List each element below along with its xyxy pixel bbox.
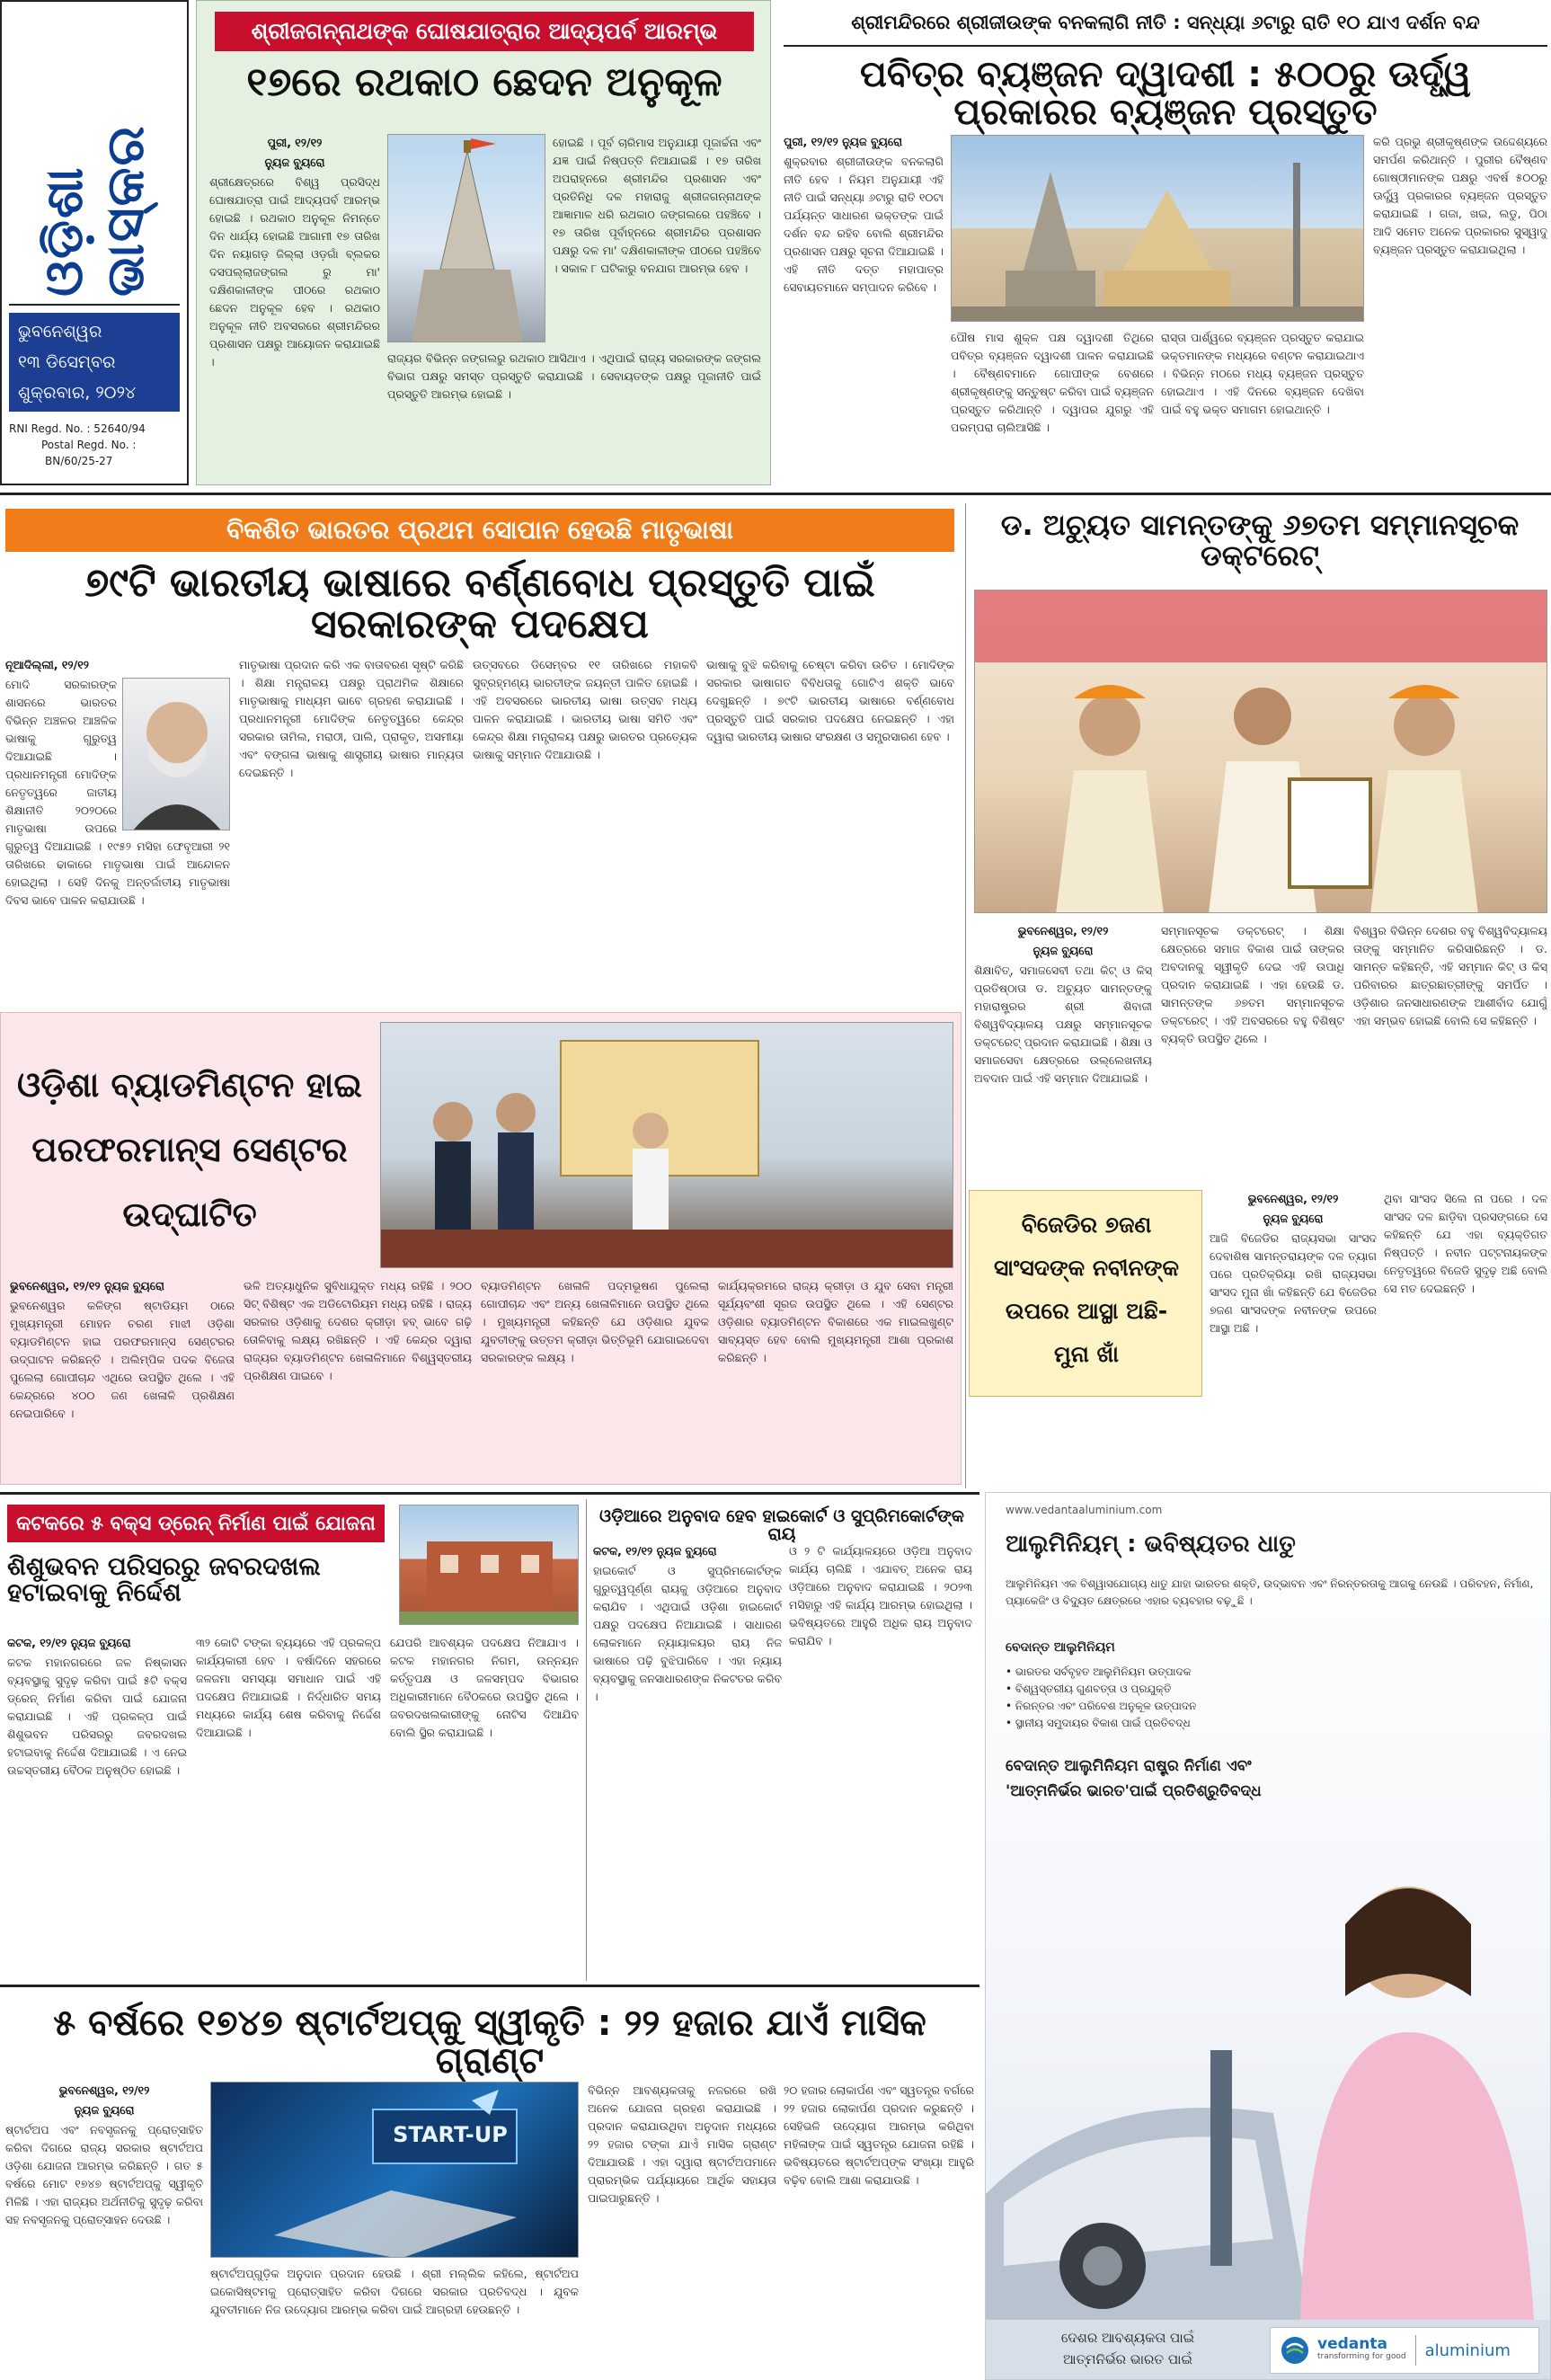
story2-col3: ରାସ୍ତା ପାର୍ଶ୍ୱରେ ବ୍ୟଞ୍ଜନ ପ୍ରସ୍ତୁତ କରାଯାଇ ଭକ୍ତମାନଙ୍କ ମଧ୍ୟରେ ବଣ୍ଟନ କରାଯାଇଥାଏ । ବିଭିନ୍ନ ମଠରେ ମଧ୍ୟ ବ୍ୟଞ୍ଜନ ପ୍ରସ୍ତୁତ ହୋଇଥାଏ । ଏହି ଦିନରେ ବ୍ୟଞ୍ଜନ ଦେଖିବା ପାଇଁ ବହୁ ଭକ୍ତ ସମାଗମ ହୋଇଥାନ୍ତି । <box>1161 331 1364 416</box>
story7-col3: ଯେପରି ଆବଶ୍ୟକ ପଦକ୍ଷେପ ନିଆଯାଏ । କଟକ ମହାନଗର ନିଗମ, ଉନ୍ନୟନ କର୍ତ୍ତୃପକ୍ଷ ଓ ଜଳସମ୍ପଦ ବିଭାଗର ଅଧିକାରୀମାନେ ବୈଠକରେ ଉପସ୍ଥିତ ଥିଲେ । ଜବରଦଖଲକାରୀଙ୍କୁ ନୋଟିସ ଦିଆଯିବ ବୋଲି ସ୍ଥିର କରାଯାଇଛି । <box>390 1636 579 1739</box>
story3-modi-photo <box>122 678 230 830</box>
story1-col1 <box>209 134 380 481</box>
ad-bullet-1: • ଭାରତର ସର୍ବବୃହତ ଆଲୁମିନିୟମ ଉତ୍ପାଦକ <box>1006 1665 1192 1678</box>
ad-brand: vedanta <box>1317 2335 1387 2353</box>
story1-col3: ରାଜ୍ୟର ବିଭିନ୍ନ ଜଙ୍ଗଲରୁ ରଥକାଠ ଆସିଥାଏ । ଏଥିପାଇଁ ରାଜ୍ୟ ସରକାରଙ୍କ ଜଙ୍ଗଲ ବିଭାଗ ପକ୍ଷରୁ ସମସ୍ତ ପ୍ରସ୍ତୁତି କରାଯାଇଛି । ସେବାୟତଙ୍କ ପକ୍ଷରୁ ପୂଜାନୀତି ପାଇଁ ପ୍ରସ୍ତୁତି ଆରମ୍ଭ ହୋଇଛି । <box>387 351 761 401</box>
story9-startup-photo <box>210 2082 579 2258</box>
story5-text1: ଭୁବନେଶ୍ୱର କଳିଙ୍ଗ ଷ୍ଟାଡିୟମ ଠାରେ ମୁଖ୍ୟମନ୍ତ୍ରୀ ମୋହନ ଚରଣ ମାଝୀ ଓଡ଼ିଶା ବ୍ୟାଡମିଣ୍ଟନ ହାଇ ପରଫରମାନ୍ସ ସେଣ୍ଟରର ଉଦ୍‌ଘାଟନ କରିଛନ୍ତି । ଅଲିମ୍ପିକ ପଦକ ବିଜେତା ପୁଲେଲା ଗୋପୀଚାନ୍ଦ ଏଥିରେ ଉପସ୍ଥିତ ଥିଲେ । ଏହି କେନ୍ଦ୍ରରେ ୪୦୦ ଜଣ ଖେଳାଳି ପ୍ରଶିକ୍ଷଣ ନେଇପାରିବେ । <box>10 1299 235 1420</box>
story1-headline: ୧୭ରେ ରଥକାଠ ଛେଦନ ଅନୁକୂଳ <box>246 59 722 105</box>
temple-illustration <box>388 135 545 342</box>
story-bjd <box>969 1190 1202 1397</box>
story6-headline-line2: ସାଂସଦଙ୍କ ନବୀନଙ୍କ <box>994 1255 1179 1281</box>
ad-subtitle: ବେଦାନ୍ତ ଆଲୁମିନିୟମ <box>1006 1640 1115 1655</box>
story3-col4: ଭାଷାକୁ ବୁଝି କରିବାକୁ ଚେଷ୍ଟା କରିବା ଉଚିତ । ମୋଦିଙ୍କ ସରକାର ଭାଷାଗତ ବିବିଧତାକୁ ଗୋଟିଏ ଶକ୍ତି ଭାବେ ଦେଖୁଛନ୍ତି । ୭୯ଟି ଭାରତୀୟ ଭାଷାରେ ବର୍ଣ୍ଣବୋଧ ପ୍ରସ୍ତୁତି ପାଇଁ ସରକାର ପଦକ୍ଷେପ ନେଇଛନ୍ତି । ଏହା ଦ୍ୱାରା ଭାରତୀୟ ଭାଷାର ସଂରକ୍ଷଣ ଓ ସମ୍ପ୍ରସାରଣ ହେବ । <box>706 658 954 743</box>
story9-col2: ଷ୍ଟାର୍ଟଅପ୍‌ଗୁଡ଼ିକ ଅନୁଦାନ ପ୍ରଦାନ ହେଉଛି । ଶ୍ରୀ ମଲ୍ଲିକ କହିଲେ, ଷ୍ଟାର୍ଟଅପ ଇକୋସିଷ୍ଟମକୁ ପ୍ରୋତ୍ସାହିତ କରିବା ଦିଗରେ ସରକାର ପ୍ରତିବଦ୍ଧ । ଯୁବକ ଯୁବତୀମାନେ ନିଜ ଉଦ୍ୟୋଗ ଆରମ୍ଭ କରିବା ପାଇଁ ଆଗ୍ରହୀ ହେଉଛନ୍ତି । <box>210 2267 579 2316</box>
story3-col2: ମାତୃଭାଷା ପ୍ରଦାନ କରି ଏକ ବାତାବରଣ ସୃଷ୍ଟି କରିଛି । ଶିକ୍ଷା ମନ୍ତ୍ରାଳୟ ପକ୍ଷରୁ ପ୍ରାଥମିକ ଶିକ୍ଷାରେ ମାତୃଭାଷାକୁ ମାଧ୍ୟମ ଭାବେ ଗ୍ରହଣ କରାଯାଇଛି । ପ୍ରଧାନମନ୍ତ୍ରୀ ମୋଦିଙ୍କ ନେତୃତ୍ୱରେ କେନ୍ଦ୍ର ସରକାର ତାମିଲ, ମରାଠୀ, ପାଲି, ପ୍ରାକୃତ, ଅସମୀୟା ଏବଂ ବଙ୍ଗଳା ଭାଷାକୁ ଶାସ୍ତ୍ରୀୟ ଭାଷାର ମାନ୍ୟତା ଦେଇଛନ୍ତି । <box>239 658 464 779</box>
story2-text1: ଶୁକ୍ରବାର ଶ୍ରୀଜୀଉଙ୍କ ବନକଲାଗି ନୀତି ହେବ । ନିୟମ ଅନୁଯାୟୀ ଏହି ନୀତି ପାଇଁ ସନ୍ଧ୍ୟା ୬ଟାରୁ ରାତି ୧୦ଟା ପର୍ଯ୍ୟନ୍ତ ସାଧାରଣ ଭକ୍ତଙ୍କ ପାଇଁ ଦର୍ଶନ ବନ୍ଦ ରହିବ ବୋଲି ଶ୍ରୀମନ୍ଦିର ପ୍ରଶାସନ ପକ୍ଷରୁ ସୂଚନା ଦିଆଯାଇଛି । ଏହି ନୀତି ଦତ୍ତ ମହାପାତ୍ର ସେବାୟତମାନେ ସମ୍ପାଦନ କରିବେ । <box>784 155 944 294</box>
inauguration-illustration <box>381 1023 953 1268</box>
ad-bottom-banner <box>986 2320 1551 2380</box>
story7-text1: କଟକ ମହାନଗରରେ ଜଳ ନିଷ୍କାସନ ବ୍ୟବସ୍ଥାକୁ ସୁଦୃଢ଼ କରିବା ପାଇଁ ୫ଟି ବକ୍ସ ଡ୍ରେନ୍ ନିର୍ମାଣ କରିବା ପାଇଁ ଯୋଜନା କରାଯାଇଛି । ଏହି ପ୍ରକଳ୍ପ ପାଇଁ ଶିଶୁଭବନ ପରିସରରୁ ଜବରଦଖଲ ହଟାଇବାକୁ ନିର୍ଦ୍ଦେଶ ଦିଆଯାଇଛି । ଏ ନେଇ ଉଚ୍ଚସ୍ତରୀୟ ବୈଠକ ଅନୁଷ୍ଠିତ ହୋଇଛି । <box>7 1656 187 1777</box>
story9-dateline: ଭୁବନେଶ୍ୱର, ୧୨/୧୨ <box>58 2083 150 2097</box>
startup-image-label: START-UP <box>393 2122 508 2147</box>
story3-col3: ଉତ୍ସବରେ ଡିସେମ୍ବର ୧୧ ତାରିଖରେ ମହାକବି ସୁବ୍ରହ୍ମଣ୍ୟ ଭାରତୀଙ୍କ ଜୟନ୍ତୀ ପାଳିତ ହୋଇଛି । ଏହି ଅବସରରେ ଭାରତୀୟ ଭାଷା ଉତ୍ସବ ମଧ୍ୟ ପାଳନ କରାଯାଇଛି । ଭାରତୀୟ ଭାଷା ସମିତି ଏବଂ କେନ୍ଦ୍ର ଶିକ୍ଷା ମନ୍ତ୍ରାଳୟ ପକ୍ଷରୁ ଭାରତର ପ୍ରତ୍ୟେକ ଭାଷାକୁ ସମ୍ମାନ ଦିଆଯାଉଛି । <box>473 658 697 761</box>
ad-model-car-illustration <box>986 1816 1551 2320</box>
story6-col1 <box>1210 1190 1377 1483</box>
story9-byline: ନ୍ୟୁଜ ବ୍ୟୁରୋ <box>74 2103 135 2117</box>
story4-photo <box>974 590 1547 913</box>
ad-visual <box>986 1816 1551 2320</box>
masthead-day: ଶୁକ୍ରବାର, ୨୦୨୪ <box>18 383 137 403</box>
story4-col1 <box>974 922 1152 1183</box>
story7-col2: ୩୨ କୋଟି ଟଙ୍କା ବ୍ୟୟରେ ଏହି ପ୍ରକଳ୍ପ କାର୍ଯ୍ୟକାରୀ ହେବ । ବର୍ଷାଦିନେ ସହରରେ ଜଳଜମା ସମସ୍ୟା ସମାଧାନ ପାଇଁ ଏହି ପଦକ୍ଷେପ ନିଆଯାଇଛି । ନିର୍ଦ୍ଧାରିତ ସମୟ ମଧ୍ୟରେ କାର୍ଯ୍ୟ ଶେଷ କରିବାକୁ ନିର୍ଦ୍ଦେଶ ଦିଆଯାଇଛି । <box>196 1636 381 1739</box>
story5-col1 <box>10 1277 235 1480</box>
story3-kicker: ବିକଶିତ ଭାରତର ପ୍ରଥମ ସୋପାନ ହେଉଛି ମାତୃଭାଷା <box>5 509 954 552</box>
story-startup <box>0 1992 979 2380</box>
ad-brand2: aluminium <box>1424 2340 1511 2360</box>
story5-col2: ଭଳି ଅତ୍ୟାଧୁନିକ ସୁବିଧାଯୁକ୍ତ ମଧ୍ୟ ରହିଛି । ୨୦୦ ସିଟ୍ ବିଶିଷ୍ଟ ଏକ ଅଡିଟୋରିୟମ ମଧ୍ୟ ରହିଛି । ରାଜ୍ୟ ସରକାର ଓଡ଼ିଶାକୁ ଦେଶର କ୍ରୀଡ଼ା ହବ୍ ଭାବେ ଗଢ଼ି ତୋଳିବାକୁ ଲକ୍ଷ୍ୟ ରଖିଛନ୍ତି । ଏହି କେନ୍ଦ୍ର ଦ୍ୱାରା ରାଜ୍ୟର ବ୍ୟାଡମିଣ୍ଟନ ଖେଳାଳିମାନେ ବିଶ୍ୱସ୍ତରୀୟ ପ୍ରଶିକ୍ଷଣ ପାଇବେ । <box>244 1279 472 1382</box>
story2-kicker: ଶ୍ରୀମନ୍ଦିରରେ ଶ୍ରୀଜୀଉଙ୍କ ବନକଲାଗି ନୀତି : ସନ୍ଧ୍ୟା ୬ଟାରୁ ରାତି ୧୦ ଯାଏ ଦର୍ଶନ ବନ୍ଦ <box>851 12 1480 33</box>
story7-photo <box>399 1505 579 1625</box>
masthead-dateblock <box>9 313 180 412</box>
story-cuttack <box>0 1499 584 1979</box>
story-samanta <box>969 503 1551 1186</box>
ad-bullets <box>1006 1664 1536 1732</box>
vedanta-ad <box>985 1492 1551 2380</box>
story-badminton <box>0 1012 962 1485</box>
story1-temple-photo <box>387 134 545 342</box>
story4-col3: ବିଶ୍ୱର ବିଭିନ୍ନ ଦେଶର ବହୁ ବିଶ୍ୱବିଦ୍ୟାଳୟ ତାଙ୍କୁ ସମ୍ମାନିତ କରିସାରିଛନ୍ତି । ଡ. ସାମନ୍ତ କହିଛନ୍ତି, ଏହି ସମ୍ମାନ କିଟ୍ ଓ କିସ୍ ପରିବାରର ଛାତ୍ରଛାତ୍ରୀଙ୍କୁ ସମର୍ପିତ । ଓଡ଼ିଶାର ଜନସାଧାରଣଙ୍କ ଆଶୀର୍ବାଦ ଯୋଗୁଁ ଏହା ସମ୍ଭବ ହୋଇଛି ବୋଲି ସେ କହିଛନ୍ତି । <box>1353 924 1547 1027</box>
ad-bullet-4: • ସ୍ଥାନୀୟ ସମୁଦାୟର ବିକାଶ ପାଇଁ ପ୍ରତିବଦ୍ଧ <box>1006 1717 1191 1729</box>
ad-para1: ଆଲୁମିନିୟମ ଏକ ବିଶ୍ୱାସଯୋଗ୍ୟ ଧାତୁ ଯାହା ଭାରତର ଶକ୍ତି, ଉଦ୍ଭାବନ ଏବଂ ନିରନ୍ତରତାକୁ ଆଗକୁ ନେଉଛି । ପରିବହନ, ନିର୍ମାଣ, ପ୍ୟାକେଜିଂ ଓ ବିଦ୍ୟୁତ କ୍ଷେତ୍ରରେ ଏହାର ବ୍ୟବହାର ବଢ଼ୁଛି । <box>1006 1577 1534 1607</box>
story9-col4: ୨୦ ହଜାର ଲୋକାର୍ପଣ ଏବଂ ସ୍ୱତନ୍ତ୍ର ବର୍ଗରେ ୨୨ ହଜାର ଲୋକାର୍ପଣ ପ୍ରଦାନ କରୁଛନ୍ତି । ସେହିଭଳି ଉଦ୍ୟୋଗ ଆରମ୍ଭ କରିଥିବା ମହିଳାଙ୍କ ପାଇଁ ସ୍ୱତନ୍ତ୍ର ଯୋଜନା ରହିଛି । ଭବିଷ୍ୟତରେ ଷ୍ଟାର୍ଟଅପ୍‌ଙ୍କ ସଂଖ୍ୟା ଆହୁରି ବଢ଼ିବ ବୋଲି ଆଶା କରାଯାଉଛି । <box>784 2083 974 2187</box>
story-translation <box>589 1499 976 1979</box>
story7-headline: ଶିଶୁଭବନ ପରିସରରୁ ଜବରଦଖଲ ହଟାଇବାକୁ ନିର୍ଦ୍ଦେଶ <box>7 1551 321 1608</box>
story9-col3: ବିଭିନ୍ନ ଆବଶ୍ୟକତାକୁ ନଜରରେ ରଖି ଅନେକ ଯୋଜନା ଗ୍ରହଣ କରାଯାଇଛି । ପ୍ରଦାନ କରାଯାଉଥିବା ଅନୁଦାନ ମଧ୍ୟରେ ୨୨ ହଜାର ଟଙ୍କା ଯାଏଁ ମାସିକ ଗ୍ରାଣ୍ଟ ଦିଆଯାଉଛି । ଏହା ଦ୍ୱାରା ଷ୍ଟାର୍ଟଅପମାନେ ପ୍ରାରମ୍ଭିକ ପର୍ଯ୍ୟାୟରେ ଆର୍ଥିକ ସହାୟତା ପାଇପାରୁଛନ୍ତି । <box>588 2083 776 2205</box>
ad-title: ଆଲୁମିନିୟମ୍ : ଭବିଷ୍ୟତର ଧାତୁ <box>1006 1531 1296 1558</box>
story4-byline: ନ୍ୟୁଜ ବ୍ୟୁରୋ <box>1033 944 1094 957</box>
story3-col1 <box>5 656 230 1003</box>
story3-text1: ମୋଦି ସରକାରଙ୍କ ଶାସନରେ ଭାରତର ବିଭିନ୍ନ ଅଞ୍ଚଳର ଆଞ୍ଚଳିକ ଭାଷାକୁ ଗୁରୁତ୍ୱ ଦିଆଯାଇଛି । ପ୍ରଧାନମନ୍ତ୍ରୀ ମୋଦିଙ୍କ ନେତୃତ୍ୱରେ ଜାତୀୟ ଶିକ୍ଷାନୀତି ୨୦୨୦ରେ ମାତୃଭାଷା ଉପରେ ଗୁରୁତ୍ୱ ଦିଆଯାଇଛି । ୧୯୫୨ ମସିହା ଫେବୃଆରୀ ୨୧ ତାରିଖରେ ଢାକାରେ ମାତୃଭାଷା ପାଇଁ ଆନ୍ଦୋଳନ ହୋଇଥିଲା । ସେହି ଦିନକୁ ଅନ୍ତର୍ଜାତୀୟ ମାତୃଭାଷା ଦିବସ ଭାବେ ପାଳନ କରାଯାଉଛି । <box>5 678 230 907</box>
story5-headline-line2: ପରଫରମାନ୍ସ ସେଣ୍ଟର ଉଦ୍‌ଘାଟିତ <box>31 1130 348 1234</box>
story5-col4: କାର୍ଯ୍ୟକ୍ରମରେ ରାଜ୍ୟ କ୍ରୀଡ଼ା ଓ ଯୁବ ସେବା ମନ୍ତ୍ରୀ ସୂର୍ଯ୍ୟବଂଶୀ ସୂରଜ ଉପସ୍ଥିତ ଥିଲେ । ଏହି ସେଣ୍ଟର ଓଡ଼ିଶାର ବ୍ୟାଡମିଣ୍ଟନ ବିକାଶରେ ଏକ ମାଇଲଖୁଣ୍ଟ ସାବ୍ୟସ୍ତ ହେବ ବୋଲି ମୁଖ୍ୟମନ୍ତ୍ରୀ ଆଶା ପ୍ରକାଶ କରିଛନ୍ତି । <box>718 1279 953 1364</box>
ad-bullet-2: • ବିଶ୍ୱସ୍ତରୀୟ ଗୁଣବତ୍ତା ଓ ପ୍ରଯୁକ୍ତି <box>1006 1683 1172 1695</box>
rni-no: RNI Regd. No. : 52640/94 <box>9 422 146 435</box>
story1-col2: ହୋଇଛି । ପୂର୍ବ ଚାରିମାସ ଅନୁଯାୟୀ ପୂଜାର୍ଚ୍ଚନା ଏବଂ ଯଜ୍ଞ ପାଇଁ ନିଷ୍ପତ୍ତି ନିଆଯାଇଛି । ୧୭ ତାରିଖ ଅପରାହ୍ନରେ ଶ୍ରୀମନ୍ଦିର ପ୍ରଶାସନ ଏବଂ ପ୍ରତିନିଧି ଦଳ ମହାରାଜୁ ଶ୍ରୀଜଗନ୍ନାଥଙ୍କ ଆଜ୍ଞାମାଳ ଧରି ରଥକାଠ ଜଙ୍ଗଲରେ ପହଞ୍ଚିବେ । ୧୭ ତାରିଖ ପୂର୍ବାହ୍ନରେ ଶ୍ରୀମନ୍ଦିର ପ୍ରଶାସନ ପକ୍ଷରୁ ଦଳ ମା' ଦକ୍ଷିଣକାଳୀଙ୍କ ପୀଠରେ ପହଞ୍ଚିବେ । ସକାଳ ୮ ଘଟିକାରୁ ବନଯାଗ ଆରମ୍ଭ ହେବ । <box>553 136 761 275</box>
story-mother-tongue <box>0 503 962 1008</box>
story5-dateline: ଭୁବନେଶ୍ୱର, ୧୨/୧୨ ନ୍ୟୁଜ ବ୍ୟୁରୋ <box>10 1279 164 1292</box>
masthead-reg <box>9 421 180 469</box>
story6-headline <box>977 1203 1196 1376</box>
story9-col1 <box>5 2082 203 2375</box>
story4-headline: ଡ. ଅଚ୍ୟୁତ ସାମନ୍ତଙ୍କୁ ୬୭ତମ ସମ୍ମାନସୂଚକ ଡକ୍ଟରେଟ୍ <box>1000 508 1520 573</box>
story7-col1 <box>7 1634 187 1976</box>
building-illustration <box>400 1505 579 1625</box>
story7-kicker: କଟକରେ ୫ ବକ୍ସ ଡ୍ରେନ୍ ନିର୍ମାଣ ପାଇଁ ଯୋଜନା <box>7 1505 385 1542</box>
story9-text1: ଷ୍ଟାର୍ଟଅପ ଏବଂ ନବସୃଜନକୁ ପ୍ରୋତ୍ସାହିତ କରିବା ଦିଗରେ ରାଜ୍ୟ ସରକାର ଷ୍ଟାର୍ଟଅପ ଓଡ଼ିଶା ଯୋଜନା ଆରମ୍ଭ କରିଛନ୍ତି । ଗତ ୫ ବର୍ଷରେ ମୋଟ ୧୭୪୭ ଷ୍ଟାର୍ଟଅପ୍‌କୁ ସ୍ୱୀକୃତି ମିଳିଛି । ଏହା ରାଜ୍ୟର ଅର୍ଥନୀତିକୁ ସୁଦୃଢ଼ କରିବା ସହ ନବସୃଜନକୁ ପ୍ରୋତ୍ସାହନ ଦେଉଛି । <box>5 2123 203 2226</box>
story2-col1 <box>784 133 944 480</box>
temple-complex-illustration <box>952 136 1364 322</box>
postal-no: BN/60/25-27 <box>45 455 113 467</box>
story4-text1: ଶିକ୍ଷାବିତ୍, ସମାଜସେବୀ ତଥା କିଟ୍ ଓ କିସ୍ ପ୍ରତିଷ୍ଠାତା ଡ. ଅଚ୍ୟୁତ ସାମନ୍ତଙ୍କୁ ମହାରାଷ୍ଟ୍ରର ଶ୍ରୀ ଶିବାଜୀ ବିଶ୍ୱବିଦ୍ୟାଳୟ ପକ୍ଷରୁ ସମ୍ମାନସୂଚକ ଡକ୍ଟରେଟ୍ ପ୍ରଦାନ କରାଯାଇଛି । ଶିକ୍ଷା ଓ ସମାଜସେବା କ୍ଷେତ୍ରରେ ଉଲ୍ଲେଖନୀୟ ଅବଦାନ ପାଇଁ ଏହି ସମ୍ମାନ ଦିଆଯାଇଛି । <box>974 964 1152 1085</box>
story5-col3: ବ୍ୟାଡମିଣ୍ଟନ ଖେଳାଳି ପଦ୍ମଭୂଷଣ ପୁଲେଲା ଗୋପୀଚାନ୍ଦ ଏବଂ ଅନ୍ୟ ଖେଳାଳିମାନେ ଉପସ୍ଥିତ ଥିଲେ । ମୁଖ୍ୟମନ୍ତ୍ରୀ କହିଛନ୍ତି ଯେ ଓଡ଼ିଶାର ଯୁବକ ଯୁବତୀଙ୍କୁ ଉତ୍ତମ କ୍ରୀଡ଼ା ଭିତ୍ତିଭୂମି ଯୋଗାଇଦେବା ସରକାରଙ୍କ ଲକ୍ଷ୍ୟ । <box>481 1279 709 1364</box>
ad-brand-tag: transforming for good <box>1317 2352 1406 2361</box>
story2-temple-photo <box>951 135 1364 322</box>
masthead-logo-text: ଓଡ଼ିଶା ଭାସ୍କର <box>33 124 155 297</box>
ad-bottom-1: ଦେଶର ଆବଶ୍ୟକତା ପାଇଁ <box>1060 2330 1195 2346</box>
masthead-city: ଭୁବନେଶ୍ୱର <box>18 322 102 342</box>
story8-text1: ହାଇକୋର୍ଟ ଓ ସୁପ୍ରିମକୋର୍ଟଙ୍କ ଗୁରୁତ୍ୱପୂର୍ଣ୍ଣ ରାୟକୁ ଓଡ଼ିଆରେ ଅନୁବାଦ କରାଯିବ । ଏଥିପାଇଁ ଓଡ଼ିଶା ହାଇକୋର୍ଟ ପକ୍ଷରୁ ପଦକ୍ଷେପ ନିଆଯାଇଛି । ସାଧାରଣ ଲୋକମାନେ ନ୍ୟାୟାଳୟର ରାୟ ନିଜ ଭାଷାରେ ପଢ଼ି ବୁଝିପାରିବେ । ଏହା ନ୍ୟାୟ ବ୍ୟବସ୍ଥାକୁ ଜନସାଧାରଣଙ୍କ ନିକଟତର କରିବ । <box>593 1564 782 1703</box>
story-byanjana <box>778 0 1551 485</box>
story5-photo <box>380 1022 953 1268</box>
story1-byline: ନ୍ୟୁଜ ବ୍ୟୁରୋ <box>264 155 325 169</box>
story6-col2: ଥିବା ସାଂସଦ ସିଲେ ନା ପରେ । ଦଳ ସାଂସଦ ଦଳ ଛାଡ଼ିବା ପ୍ରସଙ୍ଗରେ ସେ କହିଛନ୍ତି ଯେ ଏହା ବ୍ୟକ୍ତିଗତ ନିଷ୍ପତ୍ତି । ନବୀନ ପଟ୍ଟନାୟକଙ୍କ ନେତୃତ୍ୱରେ ବିଜେଡି ସୁଦୃଢ଼ ଅଛି ବୋଲି ସେ ମତ ଦେଇଛନ୍ତି । <box>1384 1192 1547 1295</box>
story7-dateline: କଟକ, ୧୨/୧୨ ନ୍ୟୁଜ ବ୍ୟୁରୋ <box>7 1636 131 1649</box>
vedanta-logo-icon <box>1280 2335 1310 2366</box>
story1-text1: ଶ୍ରୀକ୍ଷେତ୍ରରେ ବିଶ୍ୱ ପ୍ରସିଦ୍ଧ ଘୋଷଯାତ୍ରା ପାଇଁ ଆଦ୍ୟପର୍ବ ଆରମ୍ଭ ହୋଇଛି । ରଥକାଠ ଅନୁକୂଳ ନିମନ୍ତେ ଦିନ ଧାର୍ଯ୍ୟ ହୋଇଛି ଆଗାମୀ ୧୭ ତାରିଖ ଦିନ ନୟାଗଡ଼ ଜିଲ୍ଲା ଓଡ଼ଗାଁ ବ୍ଲକର ଦସପଲ୍ଲାଜଙ୍ଗଲ ରୁ ମା' ଦକ୍ଷିଣକାଳୀଙ୍କ ପୀଠରେ ରଥକାଠ ଛେଦନ ଅନୁକୂଳ ହେବ । ରଥକାଠ ଅନୁକୂଳ ନୀତି ଅବସରରେ ଶ୍ରୀମନ୍ଦିରର ପ୍ରଶାସନ ପକ୍ଷରୁ ଆୟୋଜନ କରାଯାଇଛି । <box>209 175 380 369</box>
masthead <box>0 0 189 485</box>
story5-headline <box>10 1026 369 1259</box>
masthead-date: ୧୩ ଡିସେମ୍ବର <box>18 352 116 372</box>
story2-headline: ପବିତ୍ର ବ୍ୟଞ୍ଜନ ଦ୍ୱାଦଶୀ : ୫୦୦ରୁ ଊର୍ଦ୍ଧ୍ୱ ପ୍ରକାରର ବ୍ୟଞ୍ଜନ ପ୍ରସ୍ତୁତ <box>860 54 1471 133</box>
startup-illustration <box>211 2082 579 2258</box>
story4-col2: ସମ୍ମାନସୂଚକ ଡକ୍ଟରେଟ୍ । ଶିକ୍ଷା କ୍ଷେତ୍ରରେ ସମାଜ ବିକାଶ ପାଇଁ ତାଙ୍କର ଅବଦାନକୁ ସ୍ୱୀକୃତି ଦେଇ ଏହି ଉପାଧି ପ୍ରଦାନ କରାଯାଇଛି । ଏହା ହେଉଛି ଡ. ସାମନ୍ତଙ୍କ ୬୭ତମ ସମ୍ମାନସୂଚକ ଡକ୍ଟରେଟ୍ । ଏହି ଅବସରରେ ବହୁ ବିଶିଷ୍ଟ ବ୍ୟକ୍ତି ଉପସ୍ଥିତ ଥିଲେ । <box>1161 924 1344 1045</box>
story1-dateline: ପୁରୀ, ୧୨/୧୨ <box>267 136 323 149</box>
ad-bottom-2: ଆତ୍ମନିର୍ଭର ଭାରତ ପାଇଁ <box>1063 2351 1192 2367</box>
masthead-logo <box>9 9 180 297</box>
story6-headline-line1: ବିଜେଡିର ୭ଜଣ <box>1021 1212 1152 1238</box>
story1-kicker: ଶ୍ରୀଜଗନ୍ନାଥଙ୍କ ଘୋଷଯାତ୍ରାର ଆଦ୍ୟପର୍ବ ଆରମ୍ଭ <box>215 12 754 51</box>
story5-headline-line1: ଓଡ଼ିଶା ବ୍ୟାଡମିଣ୍ଟନ ହାଇ <box>17 1065 362 1105</box>
story8-col1 <box>593 1542 782 1974</box>
portrait-illustration <box>123 679 230 830</box>
story3-headline: ୭୯ଟି ଭାରତୀୟ ଭାଷାରେ ବର୍ଣ୍ଣବୋଧ ପ୍ରସ୍ତୁତି ପାଇଁ ସରକାରଙ୍କ ପଦକ୍ଷେପ <box>84 560 875 648</box>
story2-col2: ପୌଷ ମାସ ଶୁକ୍ଳ ପକ୍ଷ ଦ୍ୱାଦଶୀ ତିଥିରେ ପବିତ୍ର ବ୍ୟଞ୍ଜନ ଦ୍ୱାଦଶୀ ପାଳନ କରାଯାଇଛି । ବୈଷ୍ଣବମାନେ ଗୋପୀଙ୍କ ବେଶରେ ଶ୍ରୀକୃଷ୍ଣଙ୍କୁ ସନ୍ତୁଷ୍ଟ କରିବା ପାଇଁ ବ୍ୟଞ୍ଜନ ପ୍ରସ୍ତୁତ କରିଥାନ୍ତି । ଦ୍ୱାପର ଯୁଗରୁ ଏହି ପରମ୍ପରା ଚାଲିଆସିଛି । <box>951 331 1154 434</box>
story-rathkath <box>196 0 771 485</box>
story6-headline-line3: ଉପରେ ଆସ୍ଥା ଅଛି- <box>1005 1298 1168 1324</box>
ad-closing-2: 'ଆତ୍ମନିର୍ଭର ଭାରତ'ପାଇଁ ପ୍ରତିଶ୍ରୁତିବଦ୍ଧ <box>1006 1782 1262 1800</box>
story6-dateline: ଭୁବନେଶ୍ୱର, ୧୨/୧୨ <box>1247 1192 1339 1205</box>
story6-headline-line4: ମୁନା ଖାଁ <box>1054 1341 1119 1367</box>
story9-headline: ୫ ବର୍ଷରେ ୧୭୪୭ ଷ୍ଟାର୍ଟଅପ୍‌କୁ ସ୍ୱୀକୃତି : ୨୨ ହଜାର ଯାଏଁ ମାସିକ ଗ୍ରାଣ୍ଟ <box>53 2003 926 2082</box>
story8-dateline: କଟକ, ୧୨/୧୨ ନ୍ୟୁଜ ବ୍ୟୁରୋ <box>593 1544 717 1558</box>
ad-url: www.vedantaaluminium.com <box>1006 1504 1163 1516</box>
ad-closing <box>1006 1754 1536 1804</box>
ad-brand-box <box>1270 2327 1539 2374</box>
story2-dateline: ପୁରୀ, ୧୨/୧୨ ନ୍ୟୁଜ ବ୍ୟୁରୋ <box>784 135 903 148</box>
story8-headline: ଓଡ଼ିଆରେ ଅନୁବାଦ ହେବ ହାଇକୋର୍ଟ ଓ ସୁପ୍ରିମକୋର୍ଟଙ୍କ ରାୟ <box>599 1506 964 1544</box>
postal-label: Postal Regd. No. : <box>41 439 137 451</box>
story6-text1: ଆଜି ବିଜେଡିର ରାଜ୍ୟସଭା ସାଂସଦ ଦେବାଶିଷ ସାମନ୍ତରାୟଙ୍କ ଦଳ ତ୍ୟାଗ ପରେ ପ୍ରତିକ୍ରିୟା ରଖି ରାଜ୍ୟସଭା ସାଂସଦ ମୁନା ଖାଁ କହିଛନ୍ତି ଯେ ବିଜେଡିର ୭ଜଣ ସାଂସଦଙ୍କ ନବୀନଙ୍କ ଉପରେ ଆସ୍ଥା ଅଛି । <box>1210 1231 1377 1335</box>
ad-closing-1: ବେଦାନ୍ତ ଆଲୁମିନିୟମ ରାଷ୍ଟ୍ର ନିର୍ମାଣ ଏବଂ <box>1006 1757 1252 1775</box>
story6-byline: ନ୍ୟୁଜ ବ୍ୟୁରୋ <box>1263 1212 1324 1225</box>
story8-col2: ଓ ୨ ଟି କାର୍ଯ୍ୟାଳୟରେ ଓଡ଼ିଆ ଅନୁବାଦ କାର୍ଯ୍ୟ ଚାଲିଛି । ଏଯାବତ୍ ଅନେକ ରାୟ ଓଡ଼ିଆରେ ଅନୁବାଦ କରାଯାଇଛି । ୨୦୨୩ ମସିହାରୁ ଏହି କାର୍ଯ୍ୟ ଆରମ୍ଭ ହୋଇଥିଲା । ଭବିଷ୍ୟତରେ ଆହୁରି ଅଧିକ ରାୟ ଅନୁବାଦ କରାଯିବ । <box>789 1544 972 1647</box>
story4-dateline: ଭୁବନେଶ୍ୱର, ୧୨/୧୨ <box>1017 924 1109 937</box>
story2-col4: କରି ପ୍ରଭୁ ଶ୍ରୀକୃଷ୍ଣଙ୍କ ଉଦ୍ଦେଶ୍ୟରେ ସମର୍ପଣ କରିଥାନ୍ତି । ପୁରୀର ବୈଷ୍ଣବ ଗୋଷ୍ଠୀମାନଙ୍କ ପକ୍ଷରୁ ଏବର୍ଷ ୫୦୦ରୁ ଊର୍ଦ୍ଧ୍ୱ ପ୍ରକାରର ବ୍ୟଞ୍ଜନ ପ୍ରସ୍ତୁତ କରାଯାଇଛି । ଗଜା, ଖଇ, ଲଡୁ, ପିଠା ଆଦି ସମେତ ଅନେକ ପ୍ରକାରର ସୁସ୍ୱାଦୁ ବ୍ୟଞ୍ଜନ ପ୍ରସ୍ତୁତ କରାଯାଇଥିଲା । <box>1373 135 1547 256</box>
award-ceremony-illustration <box>975 591 1547 913</box>
story3-dateline: ନୂଆଦିଲ୍ଲୀ, ୧୨/୧୨ <box>5 658 89 671</box>
ad-bullet-3: • ନିରନ୍ତର ଏବଂ ପରିବେଶ ଅନୁକୂଳ ଉତ୍ପାଦନ <box>1006 1700 1197 1712</box>
ad-bottom-text <box>1002 2327 1254 2370</box>
